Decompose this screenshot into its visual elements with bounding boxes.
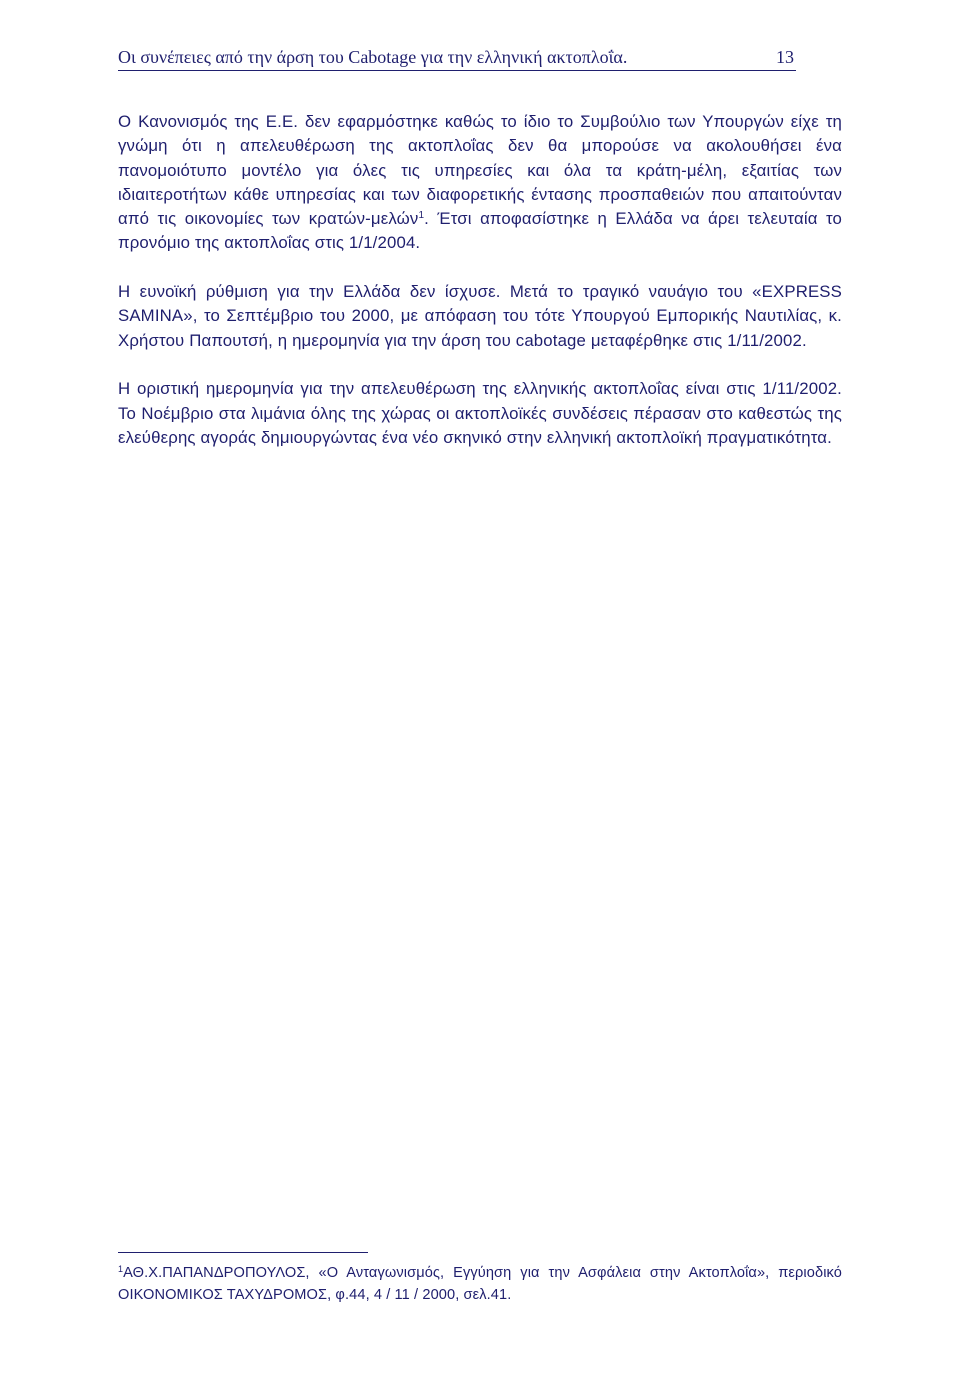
paragraph-1-text: Ο Κανονισμός της Ε.Ε. δεν εφαρμόστηκε καθώς το ίδιο το Συμβούλιο των Υπουργών είχε τη γνώμη ότι η απελευθέρωση της ακτοπλοΐας δεν θα μπορούσε να ακολουθήσει ένα πανομοιότυπο μοντέλο για όλες τις υπηρεσίες και όλα τα κράτη-μέλη, εξαιτίας των ιδιαιτεροτήτων κάθε υπηρεσίας και των διαφορετικής έντασης προσπαθειών που απαιτούνταν από τις οικονομίες των κρατών-μελών: [118, 112, 842, 229]
footnote-separator: [118, 1252, 368, 1253]
paragraph-1: [118, 110, 842, 256]
footnote-reference: 1: [418, 210, 425, 222]
page-number: 13: [776, 47, 794, 67]
header-title: Οι συνέπειες από την άρση του Cabotage για την ελληνική ακτοπλοΐα.: [118, 47, 628, 67]
paragraph-2: Η ευνοϊκή ρύθμιση για την Ελλάδα δεν ίσχυσε. Μετά το τραγικό ναυάγιο του «EXPRESS SAMINA», το Σεπτέμβριο του 2000, με απόφαση του τότε Υπουργού Εμπορικής Ναυτιλίας, κ. Χρήστου Παπουτσή, η ημερομηνία για την άρση του cabotage μεταφέρθηκε στις 1/11/2002.: [118, 282, 842, 350]
footnote-text: ΑΘ.Χ.ΠΑΠΑΝΔΡΟΠΟΥΛΟΣ, «Ο Ανταγωνισμός, Εγγύηση για την Ασφάλεια στην Ακτοπλοΐα», περιοδικό ΟΙΚΟΝΟΜΙΚΟΣ ΤΑΧΥΔΡΟΜΟΣ, φ.44, 4 / 11 / 2000, σελ.41.: [118, 1265, 842, 1303]
body-text: [118, 110, 842, 474]
paragraph-3: Η οριστική ημερομηνία για την απελευθέρωση της ελληνικής ακτοπλοΐας είναι στις 1/11/2002. Το Νοέμβριο στα λιμάνια όλης της χώρας οι ακτοπλοϊκές συνδέσεις πέρασαν στο καθεστώς της ελεύθερης αγοράς δημιουργώντας ένα νέο σκηνικό στην ελληνική ακτοπλοϊκή πραγματικότητα.: [118, 379, 842, 447]
footnote: [118, 1262, 842, 1306]
paragraph-1-text-continued: . Έτσι αποφασίστηκε η Ελλάδα να άρει τελευταία το προνόμιο της ακτοπλοΐας στις 1/1/2004.: [118, 209, 843, 253]
running-header: [118, 44, 796, 71]
footnote-marker: 1: [118, 1264, 124, 1274]
